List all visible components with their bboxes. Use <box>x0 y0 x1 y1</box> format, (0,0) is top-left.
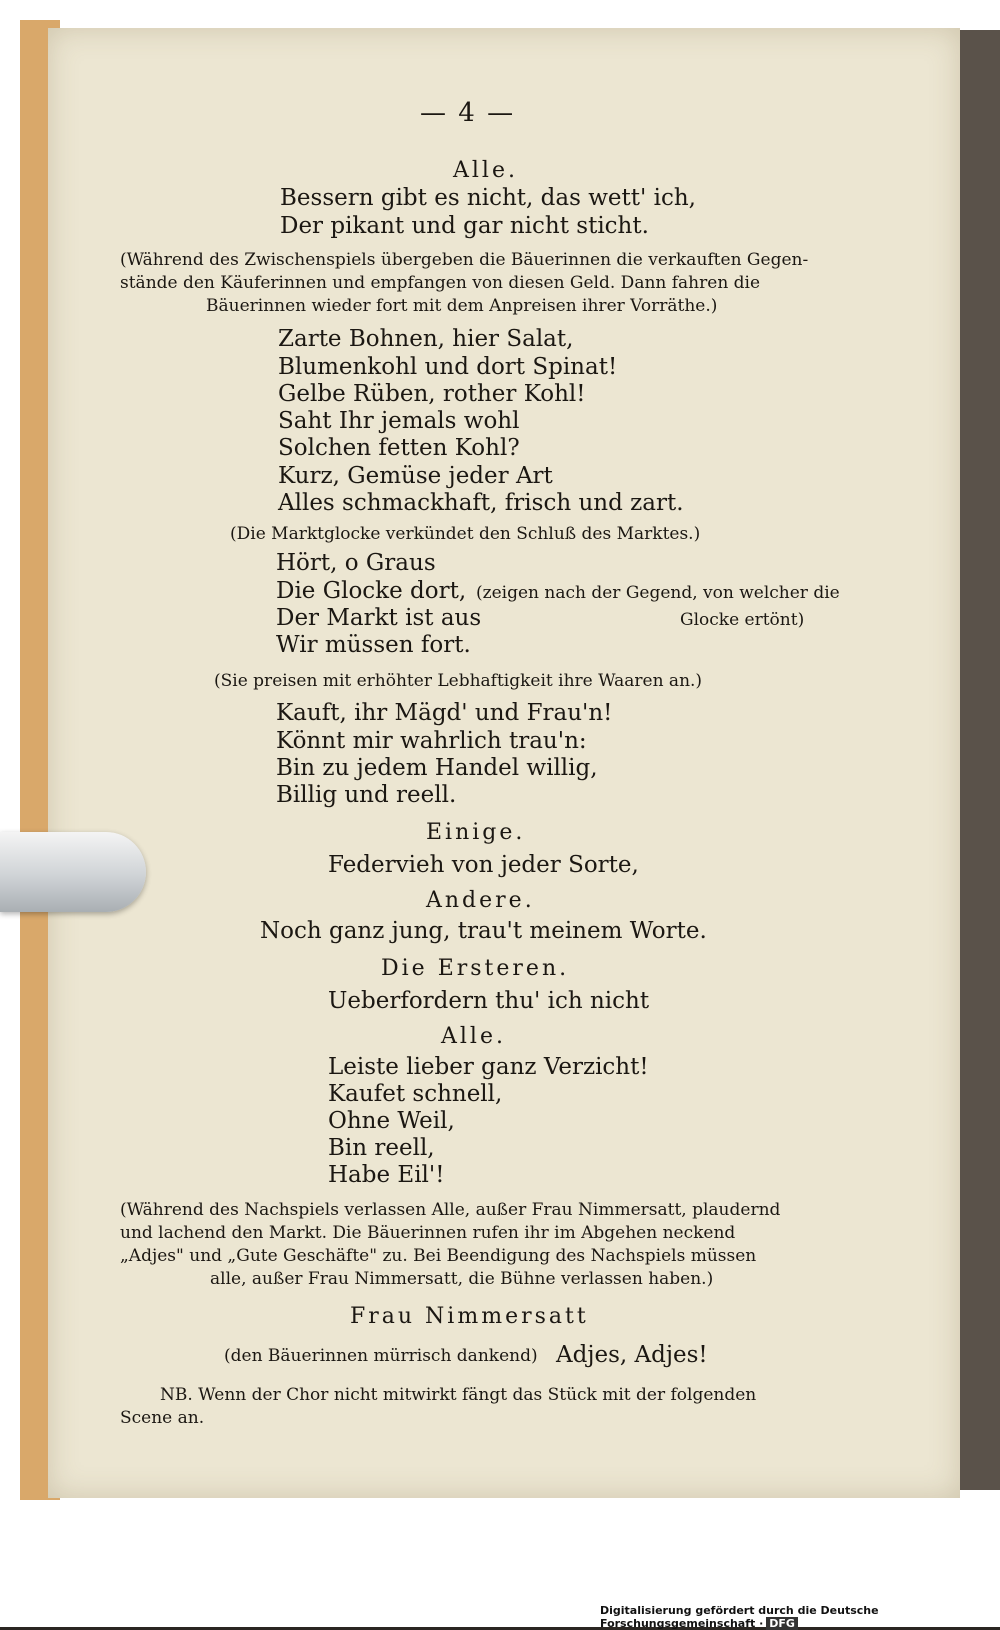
stage-direction: (Während des Nachspiels verlassen Alle, außer Frau Nimmersatt, plaudernd <box>120 1200 781 1220</box>
verse-line: Kaufet schnell, <box>328 1081 503 1107</box>
verse-line: Ueberfordern thu' ich nicht <box>328 988 650 1014</box>
stage-direction: (den Bäuerinnen mürrisch dankend) <box>224 1346 538 1366</box>
speaker-label: Einige. <box>426 820 526 845</box>
verse-line: Zarte Bohnen, hier Salat, <box>278 326 574 352</box>
verse-line: Der pikant und gar nicht sticht. <box>280 213 649 239</box>
verse-line: Adjes, Adjes! <box>556 1342 708 1368</box>
stage-direction: (Die Marktglocke verkündet den Schluß des Marktes.) <box>230 524 701 544</box>
footnote: NB. Wenn der Chor nicht mitwirkt fängt das Stück mit der folgenden <box>160 1385 757 1405</box>
page-edge-shadow <box>955 30 1000 1490</box>
verse-line: Gelbe Rüben, rother Kohl! <box>278 381 586 407</box>
speaker-label: Andere. <box>426 888 535 913</box>
dfg-logo: DFG <box>766 1617 798 1630</box>
footer-text: Digitalisierung gefördert durch die Deutsche Forschungsgemeinschaft · <box>600 1604 879 1630</box>
verse-line: Kauft, ihr Mägd' und Frau'n! <box>276 700 613 726</box>
verse-line: Der Markt ist aus <box>276 605 482 631</box>
stage-direction: Bäuerinnen wieder fort mit dem Anpreisen ihrer Vorräthe.) <box>206 296 718 316</box>
verse-line: Ohne Weil, <box>328 1108 455 1134</box>
footnote: Scene an. <box>120 1408 205 1428</box>
verse-line: Leiste lieber ganz Verzicht! <box>328 1054 649 1080</box>
verse-line: Habe Eil'! <box>328 1162 445 1188</box>
stage-direction: und lachend den Markt. Die Bäuerinnen rufen ihr im Abgehen neckend <box>120 1223 736 1243</box>
verse-line: Bin reell, <box>328 1135 435 1161</box>
stage-direction: alle, außer Frau Nimmersatt, die Bühne verlassen haben.) <box>210 1269 714 1289</box>
verse-line: Blumenkohl und dort Spinat! <box>278 354 618 380</box>
verse-line: Solchen fetten Kohl? <box>278 435 520 461</box>
page-clip <box>0 832 146 912</box>
verse-line: Alles schmackhaft, frisch und zart. <box>278 490 684 516</box>
verse-line: Kurz, Gemüse jeder Art <box>278 463 553 489</box>
page-number: — 4 — <box>420 98 516 128</box>
stage-direction: (zeigen nach der Gegend, von welcher die <box>476 583 840 603</box>
stage-direction: „Adjes" und „Gute Geschäfte" zu. Bei Beendigung des Nachspiels müssen <box>120 1246 757 1266</box>
verse-line: Hört, o Graus <box>276 550 436 576</box>
verse-line: Bessern gibt es nicht, das wett' ich, <box>280 185 696 211</box>
verse-line: Könnt mir wahrlich trau'n: <box>276 728 587 754</box>
verse-line: Die Glocke dort, <box>276 578 467 604</box>
verse-line: Wir müssen fort. <box>276 632 471 658</box>
verse-line: Federvieh von jeder Sorte, <box>328 852 639 878</box>
verse-line: Saht Ihr jemals wohl <box>278 408 520 434</box>
verse-line: Billig und reell. <box>276 782 457 808</box>
speaker-label: Alle. <box>441 1024 506 1049</box>
speaker-label: Frau Nimmersatt <box>350 1304 589 1329</box>
stage-direction: (Während des Zwischenspiels übergeben die Bäuerinnen die verkauften Gegen- <box>120 250 809 270</box>
stage-direction: stände den Käuferinnen und empfangen von diesen Geld. Dann fahren die <box>120 273 761 293</box>
stage-direction: (Sie preisen mit erhöhter Lebhaftigkeit ihre Waaren an.) <box>214 671 703 691</box>
digitization-credit <box>600 1604 1000 1630</box>
speaker-label: Alle. <box>453 158 518 183</box>
verse-line: Bin zu jedem Handel willig, <box>276 755 598 781</box>
bleed-through-text <box>568 528 898 1028</box>
speaker-label: Die Ersteren. <box>381 956 570 981</box>
verse-line: Noch ganz jung, trau't meinem Worte. <box>260 918 707 944</box>
stage-direction: Glocke ertönt) <box>680 610 805 630</box>
book-page <box>48 28 960 1498</box>
